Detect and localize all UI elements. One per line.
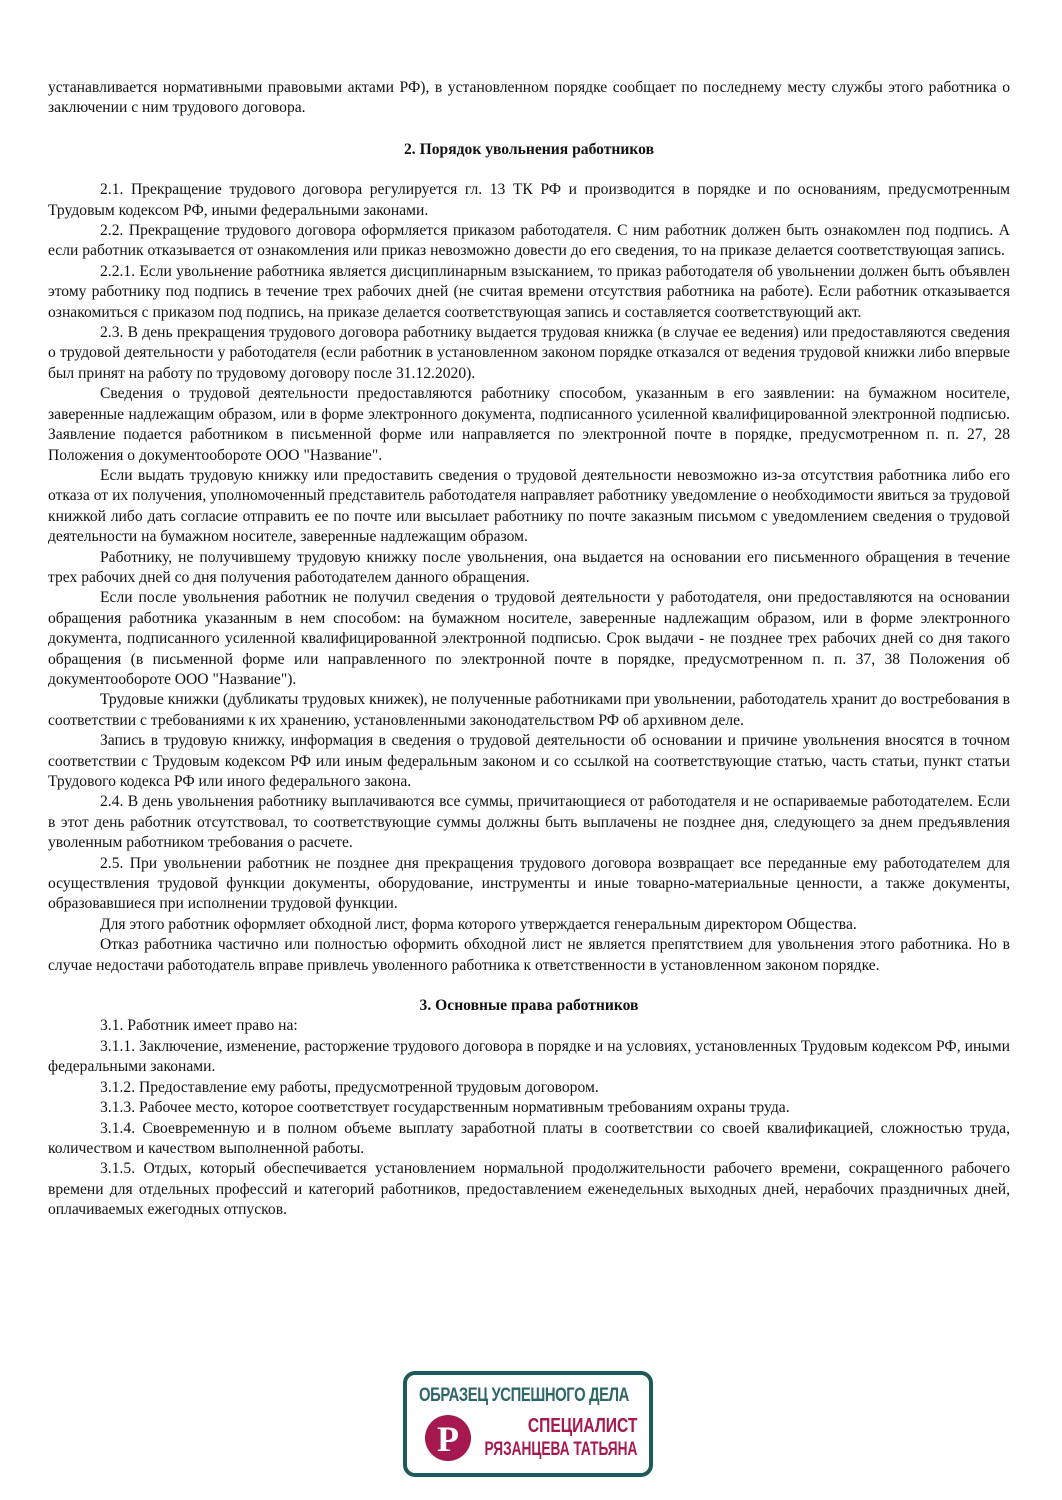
intro-paragraph: устанавливается нормативными правовыми актами РФ), в установленном порядке сообщает по последнему месту службы этого работника о заключении с ним трудового договора. — [48, 79, 1010, 117]
paragraph: Для этого работник оформляет обходной лист, форма которого утверждается генеральным директором Общества. — [100, 915, 857, 933]
logo-line-3: РЯЗАНЦЕВА ТАТЬЯНА — [484, 1439, 637, 1460]
paragraph: Отказ работника частично или полностью оформить обходной лист не является препятствием для увольнения этого работника. Но в случае недостачи работодатель вправе привлечь уволенного работника к ответственности в установленном законом порядке. — [48, 936, 1010, 974]
paragraph: 2.2. Прекращение трудового договора оформляется приказом работодателя. С ним работник должен быть ознакомлен под подпись. А если работник отказывается от ознакомления или приказ невозможно довести до его сведения, то на приказе делается соответствующая запись. — [48, 222, 1010, 260]
document-page — [48, 78, 1010, 1221]
pinterest-icon: P — [425, 1415, 471, 1461]
paragraph: 3.1.5. Отдых, который обеспечивается установлением нормальной продолжительности рабочего времени, сокращенного рабочего времени для отдельных профессий и категорий работников, предоставлением еженедельных выходных дней, нерабочих праздничных дней, оплачиваемых ежегодных отпусков. — [48, 1160, 1010, 1219]
logo-line-2: СПЕЦИАЛИСТ — [527, 1415, 637, 1437]
paragraph: 2.3. В день прекращения трудового договора работнику выдается трудовая книжка (в случае ее ведения) или предоставляются сведения о трудовой деятельности у работодателя (если работник в установленном законом порядке отказался от ведения трудовой книжки либо впервые был принят на работу по трудовому договору после 31.12.2020). — [48, 324, 1010, 382]
watermark-logo — [403, 1371, 653, 1477]
paragraph: 2.4. В день увольнения работнику выплачиваются все суммы, причитающиеся от работодателя и не оспариваемые работодателем. Если в этот день работник отсутствовал, то соответствующие суммы должны быть выплачены не позднее дня, следующего за днем предъявления уволенным работником требования о расчете. — [48, 793, 1010, 852]
paragraph: 2.1. Прекращение трудового договора регулируется гл. 13 ТК РФ и производится в порядке и по основаниям, предусмотренным Трудовым кодексом РФ, иными федеральными законами. — [48, 181, 1010, 219]
paragraph: 2.2.1. Если увольнение работника является дисциплинарным взысканием, то приказ работодателя об увольнении должен быть объявлен этому работнику под подпись в течение трех рабочих дней (не считая времени отсутствия работника на работе). Если работник отказывается ознакомиться с приказом под подпись, на приказе делается соответствующая запись и составляется соответствующий акт. — [48, 262, 1010, 321]
section-3-heading: 3. Основные права работников — [419, 997, 639, 1015]
paragraph: Запись в трудовую книжку, информация в сведения о трудовой деятельности об основании и причине увольнения вносятся в точном соответствии с Трудовым кодексом РФ или иным федеральным законом и со ссылкой на соответствующие статью, часть статьи, пункт статьи Трудового кодекса РФ или иного федерального закона. — [48, 732, 1010, 790]
paragraph: 3.1.3. Рабочее место, которое соответствует государственным нормативным требованиям охраны труда. — [100, 1099, 790, 1117]
paragraph: 3.1.4. Своевременную и в полном объеме выплату заработной платы в соответствии со своей квалификацией, сложностью труда, количеством и качеством выполненной работы. — [48, 1119, 1010, 1157]
paragraph: Сведения о трудовой деятельности предоставляются работнику способом, указанным в его заявлении: на бумажном носителе, заверенные надлежащим образом, или в форме электронного документа, подписанного усиленной квалифицированной электронной подписью. Заявление подается работником в письменной форме или направляется по электронной почте в порядке, предусмотренном п. п. 27, 28 Положения о документообороте ООО "Название". — [48, 385, 1010, 464]
section-2-body — [48, 180, 1010, 976]
paragraph: Работнику, не получившему трудовую книжку после увольнения, она выдается на основании его письменного обращения в течение трех рабочих дней со дня получения работодателем данного обращения. — [48, 548, 1010, 586]
paragraph: Если выдать трудовую книжку или предоставить сведения о трудовой деятельности невозможно из-за отсутствия работника либо его отказа от их получения, уполномоченный представитель работодателя направляет работнику уведомление о необходимости явиться за трудовой книжкой либо дать согласие отправить ее по почте или высылает работнику по почте заказным письмом с уведомлением сведения о трудовой деятельности на бумажном носителе, заверенные надлежащим образом. — [48, 466, 1010, 546]
section-2-heading: 2. Порядок увольнения работников — [404, 140, 654, 158]
paragraph: 3.1. Работник имеет право на: — [100, 1017, 298, 1035]
paragraph: 2.5. При увольнении работник не позднее дня прекращения трудового договора возвращает все переданные ему работодателем для осуществления трудовой функции документы, оборудование, инструменты и иные товарно-материальные ценности, а также документы, образовавшиеся при исполнении трудовой функции. — [48, 854, 1010, 913]
paragraph: Если после увольнения работник не получил сведения о трудовой деятельности у работодателя, они предоставляются на основании обращения работника указанным в нем способом: на бумажном носителе, заверенные надлежащим образом, или в форме электронного документа, подписанного усиленной квалифицированной электронной подписью. Срок выдачи - не позднее трех рабочих дней со дня такого обращения (в письменной форме или направленного по электронной почте в порядке, предусмотренном п. п. 37, 38 Положения об документообороте ООО "Название"). — [48, 589, 1010, 688]
paragraph: 3.1.2. Предоставление ему работы, предусмотренной трудовым договором. — [100, 1078, 599, 1096]
logo-line-1: ОБРАЗЕЦ УСПЕШНОГО ДЕЛА — [419, 1385, 629, 1406]
paragraph: Трудовые книжки (дубликаты трудовых книжек), не полученные работниками при увольнении, работодатель хранит до востребования в соответствии с требованиями к их хранению, установленными законодательством РФ об архивном деле. — [48, 691, 1010, 729]
paragraph: 3.1.1. Заключение, изменение, расторжение трудового договора в порядке и на условиях, установленных Трудовым кодексом РФ, иными федеральными законами. — [48, 1037, 1010, 1076]
section-3-body — [48, 1016, 1010, 1220]
